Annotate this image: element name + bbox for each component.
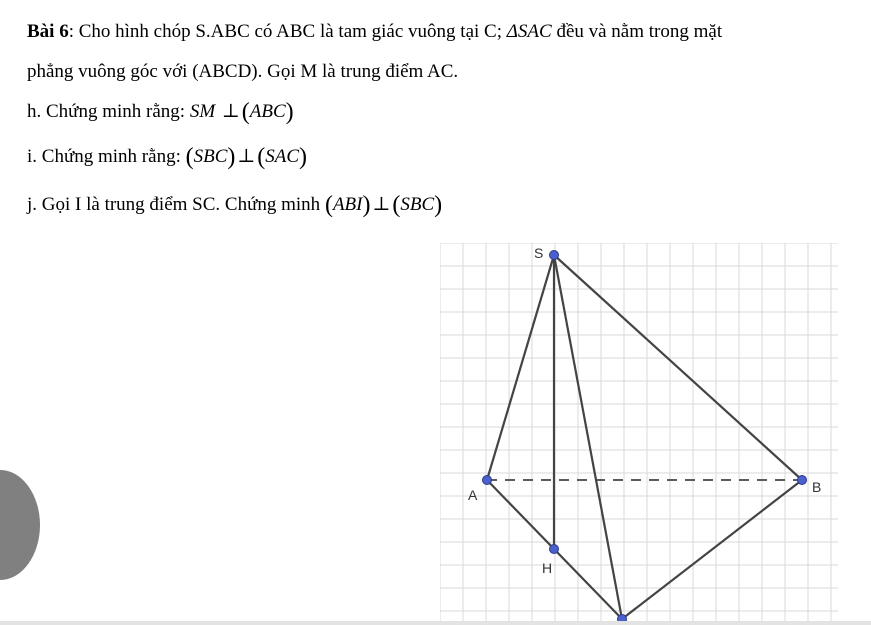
item-j: j. Gọi I là trung điểm SC. Chứng minh (ABI) ⊥(SBC) — [27, 192, 443, 218]
problem-heading: Bài 6 — [27, 21, 69, 42]
point-b[interactable] — [798, 476, 807, 485]
label-a: A — [468, 487, 478, 503]
problem-statement-part-a: : Cho hình chóp S.ABC có ABC là tam giác vuông tại C; — [68, 21, 507, 42]
label-s: S — [534, 245, 544, 261]
item-h-lhs: SM — [189, 101, 216, 122]
edge-bc — [622, 480, 802, 619]
point-s[interactable] — [550, 251, 559, 260]
edge-sc — [554, 255, 622, 619]
perpendicular-symbol: ⊥ — [237, 146, 256, 167]
point-a[interactable] — [483, 476, 492, 485]
item-h-rhs: ABC — [249, 101, 286, 122]
label-h: H — [542, 560, 553, 576]
label-b: B — [812, 479, 822, 495]
pyramid-edges — [487, 255, 802, 619]
pyramid-figure — [440, 243, 838, 625]
perpendicular-symbol: ⊥ — [372, 194, 391, 215]
item-j-prefix: j. Gọi I là trung điểm SC. Chứng minh — [27, 194, 325, 215]
triangle-sac: ΔSAC — [506, 21, 552, 42]
item-h-prefix: h. Chứng minh rằng: — [27, 101, 190, 122]
perpendicular-symbol: ⊥ — [221, 101, 240, 122]
problem-statement-line-1 — [27, 20, 722, 44]
side-decorative-shape — [0, 470, 40, 580]
item-h: h. Chứng minh rằng: SM ⊥(ABC) — [27, 99, 294, 125]
figure-points — [483, 251, 807, 624]
item-i: i. Chứng minh rằng: (SBC) ⊥(SAC) — [27, 144, 308, 170]
problem-statement-line-2: phẳng vuông góc với (ABCD). Gọi M là trung điểm AC. — [27, 61, 459, 82]
item-i-rhs: SAC — [265, 146, 300, 167]
item-i-prefix: i. Chứng minh rằng: — [27, 146, 186, 167]
item-j-lhs: ABI — [332, 194, 363, 215]
item-j-rhs: SBC — [400, 194, 435, 215]
bottom-divider — [0, 621, 871, 625]
figure-labels — [468, 245, 821, 576]
item-i-lhs: SBC — [193, 146, 228, 167]
problem-statement-part-b: đều và nằm trong mặt — [551, 21, 723, 42]
point-h[interactable] — [550, 545, 559, 554]
